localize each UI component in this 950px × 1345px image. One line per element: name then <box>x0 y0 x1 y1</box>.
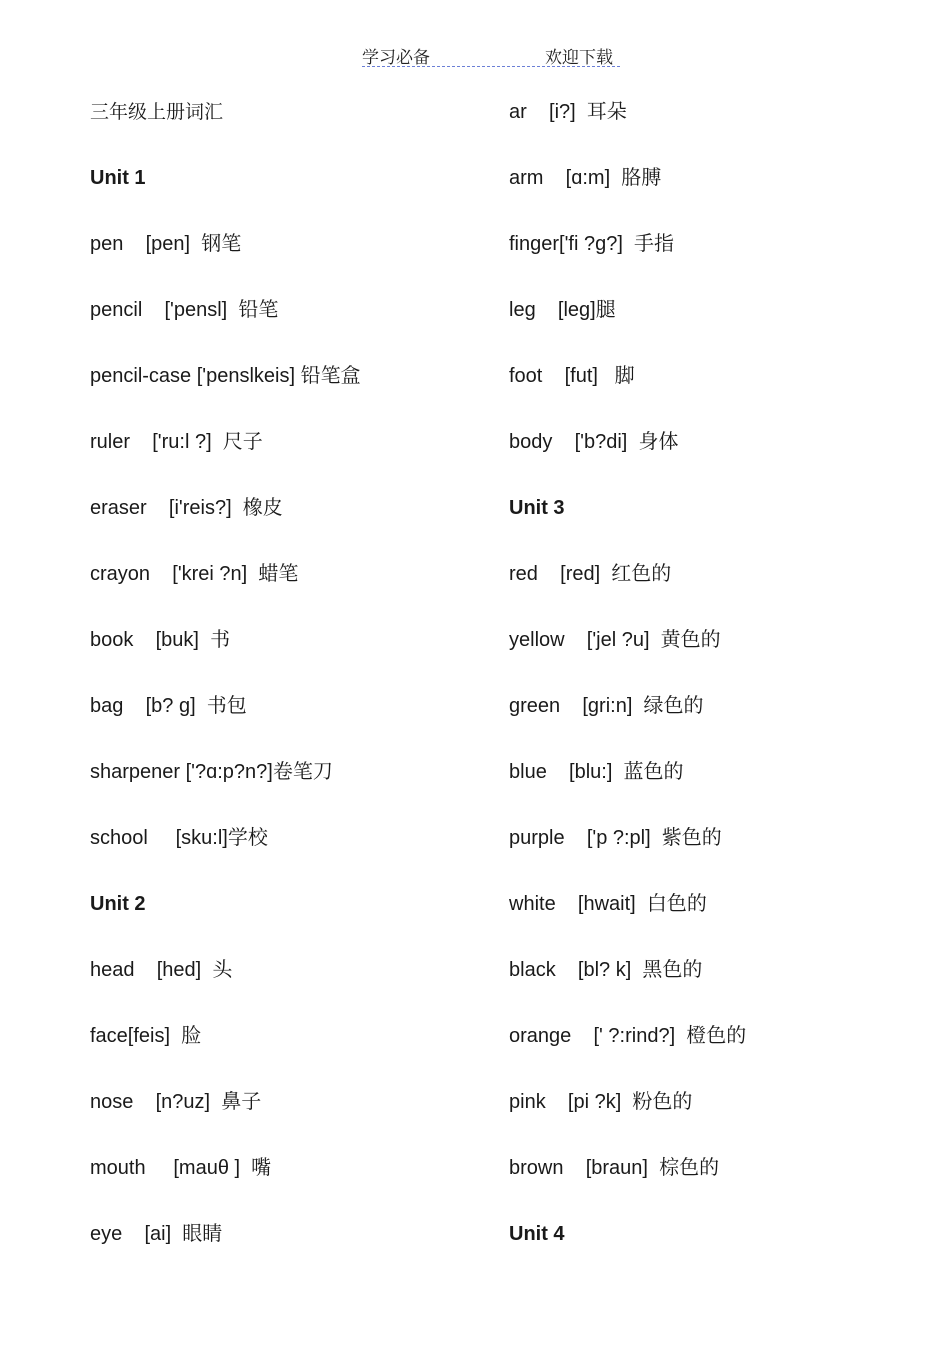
vocab-entry: red [red] 红色的 <box>509 563 672 585</box>
header-left-text: 学习必备 <box>362 48 430 68</box>
vocab-entry: mouth [mauθ ] 嘴 <box>90 1157 272 1179</box>
vocab-entry: ar [i?] 耳朵 <box>509 101 627 123</box>
vocab-entry: head [hed] 头 <box>90 959 233 981</box>
vocab-entry: pen [pen] 钢笔 <box>90 233 242 255</box>
vocab-entry: orange [' ?:rind?] 橙色的 <box>509 1025 747 1047</box>
vocab-entry: leg [leg]腿 <box>509 299 616 321</box>
unit-heading: Unit 3 <box>509 497 565 519</box>
vocab-entry: foot [fut] 脚 <box>509 365 635 387</box>
vocab-entry: yellow ['jel ?u] 黄色的 <box>509 629 721 651</box>
vocab-entry: blue [blu:] 蓝色的 <box>509 761 684 783</box>
unit-heading: Unit 4 <box>509 1223 565 1245</box>
right-column <box>509 79 929 1267</box>
vocab-entry: arm [ɑ:m] 胳膊 <box>509 167 662 189</box>
vocab-entry: pencil ['pensl] 铅笔 <box>90 299 279 321</box>
unit-heading: Unit 2 <box>90 893 146 915</box>
vocab-entry: eye [ai] 眼睛 <box>90 1223 223 1245</box>
vocab-entry: sharpener ['?ɑ:p?n?]卷笔刀 <box>90 761 333 783</box>
vocab-entry: school [sku:l]学校 <box>90 827 268 849</box>
vocab-entry: eraser [i'reis?] 橡皮 <box>90 497 283 519</box>
vocab-entry: pencil-case ['penslkeis] 铅笔盒 <box>90 365 361 387</box>
vocab-entry: purple ['p ?:pl] 紫色的 <box>509 827 722 849</box>
vocab-entry: ruler ['ru:l ?] 尺子 <box>90 431 263 453</box>
header-right-text: 欢迎下载 <box>545 48 613 68</box>
vocab-entry: finger['fi ?g?] 手指 <box>509 233 674 255</box>
vocab-entry: white [hwait] 白色的 <box>509 893 707 915</box>
vocab-entry: black [bl? k] 黑色的 <box>509 959 703 981</box>
left-column <box>90 79 490 1267</box>
vocab-entry: bag [b? g] 书包 <box>90 695 247 717</box>
vocab-entry: brown [braun] 棕色的 <box>509 1157 720 1179</box>
vocab-entry: green [gri:n] 绿色的 <box>509 695 704 717</box>
vocab-entry: crayon ['krei ?n] 蜡笔 <box>90 563 299 585</box>
vocab-entry: book [buk] 书 <box>90 629 231 651</box>
vocab-entry: face[feis] 脸 <box>90 1025 202 1047</box>
vocab-entry: body ['b?di] 身体 <box>509 431 679 453</box>
unit-heading: Unit 1 <box>90 167 146 189</box>
vocab-entry: nose [n?uz] 鼻子 <box>90 1091 262 1113</box>
section-title: 三年级上册词汇 <box>90 101 224 123</box>
page-header <box>362 40 620 67</box>
vocab-entry: pink [pi ?k] 粉色的 <box>509 1091 693 1113</box>
